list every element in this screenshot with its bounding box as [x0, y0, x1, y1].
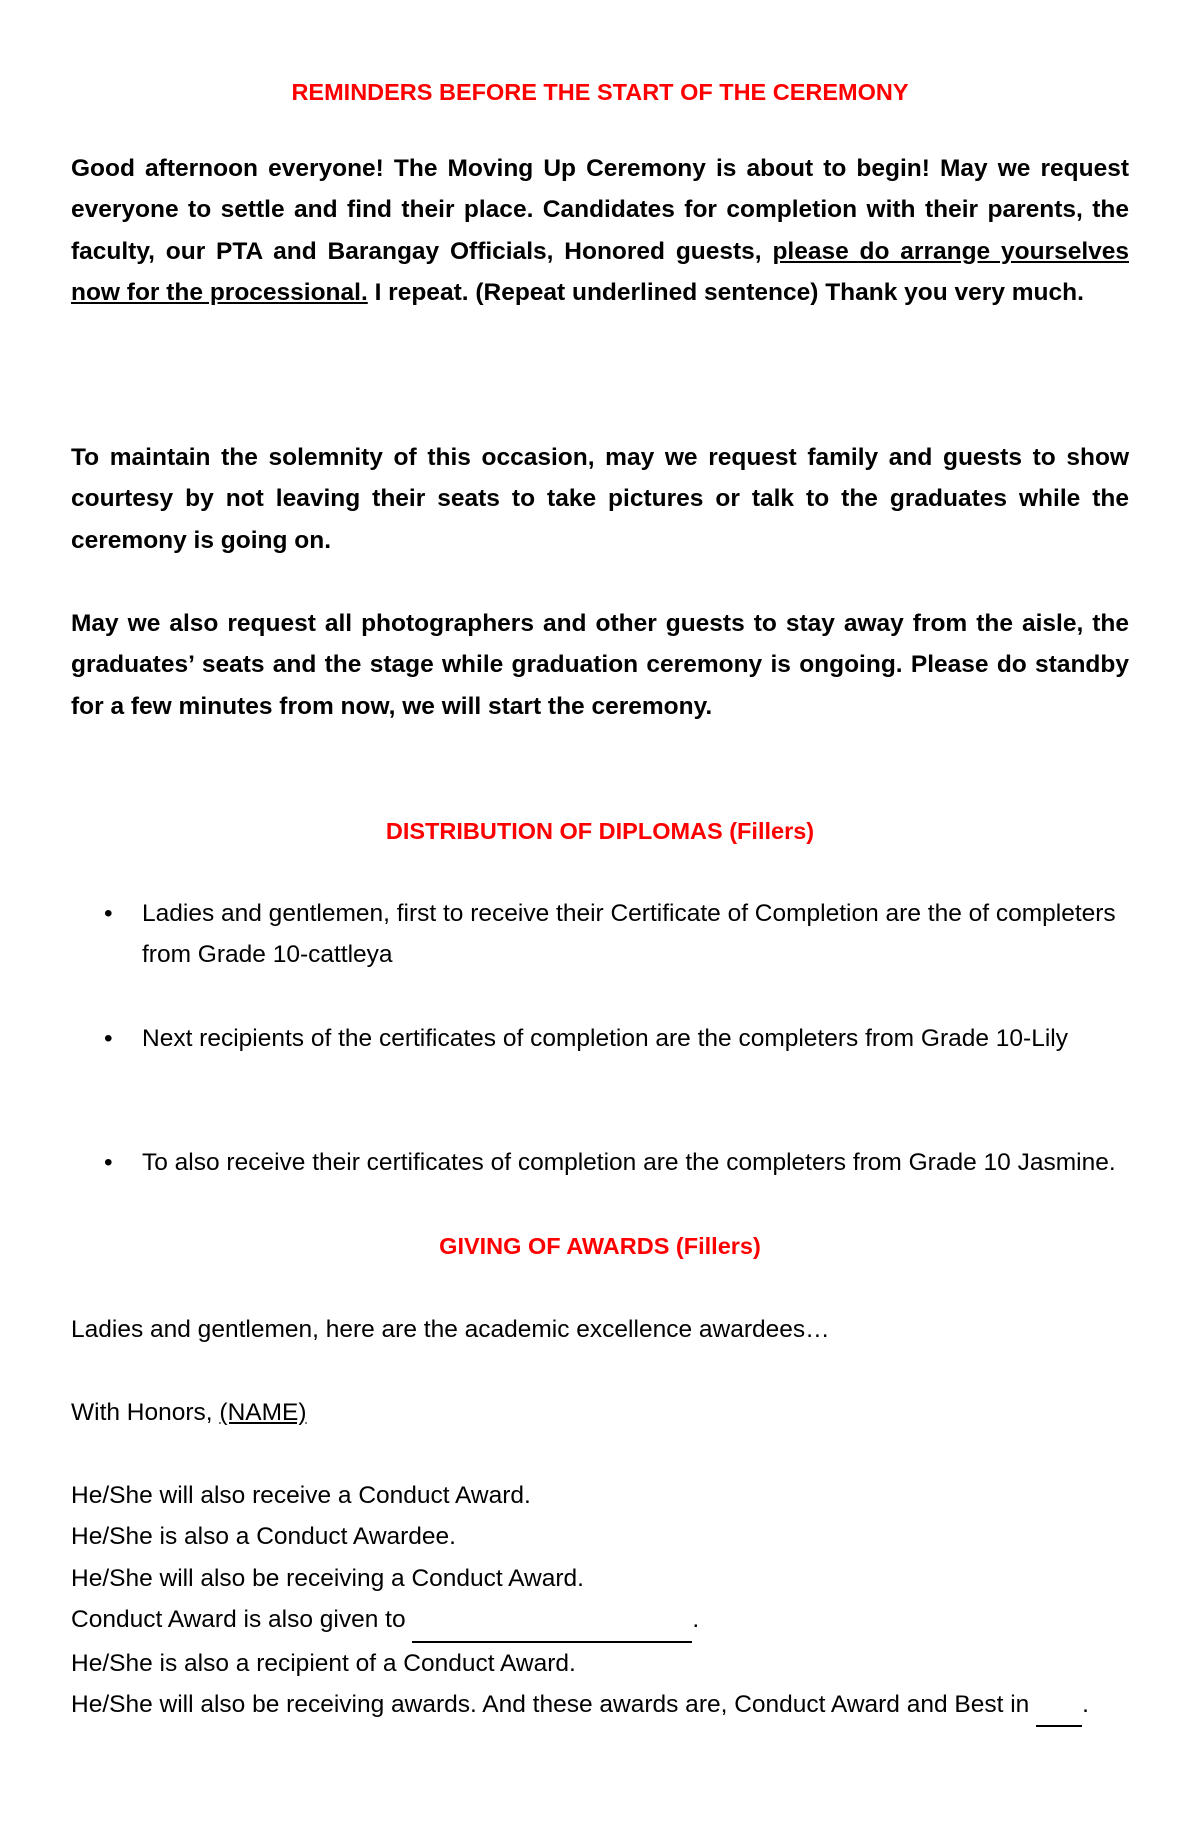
diplomas-list — [71, 893, 1129, 976]
honors-name-placeholder: (NAME) — [219, 1399, 307, 1426]
reminders-paragraph-1 — [71, 148, 1129, 314]
conduct-award-lines — [71, 1475, 1129, 1727]
with-honors-line: With Honors, (NAME) — [71, 1399, 307, 1426]
conduct-line-2: He/She is also a Conduct Awardee. — [71, 1523, 456, 1551]
diploma-bullet-item: • Ladies and gentlemen, first to receive their Certificate of Completion are the of completers from Grade 10-cattleya — [71, 893, 1129, 976]
bullet-dot-icon: • — [104, 1149, 113, 1176]
reminders-p1-start: Good afternoon everyone! The Moving Up Ceremony is about to begin! May we request everyone to settle and find their place. Candidates for completion with their parents, the faculty, our PTA and Barangay Officials, Honored guests, — [71, 155, 1129, 265]
conduct-line-5: He/She is also a recipient of a Conduct Award. — [71, 1649, 576, 1677]
reminders-p1-underlined: please do arrange yourselves now for the processional. — [71, 237, 1130, 307]
fill-in-blank — [412, 1599, 692, 1642]
diploma-bullet-item: • To also receive their certificates of completion are the completers from Grade 10 Jasmine. — [71, 1142, 1129, 1183]
diplomas-list — [71, 1018, 1129, 1059]
diplomas-list — [71, 1142, 1129, 1183]
bullet-dot-icon: • — [104, 1025, 113, 1052]
reminders-heading: REMINDERS BEFORE THE START OF THE CEREMONY — [291, 79, 909, 105]
diploma-bullet-item: • Next recipients of the certificates of completion are the completers from Grade 10-Lily — [71, 1018, 1129, 1059]
conduct-line-6: He/She will also be receiving awards. And these awards are, Conduct Award and Best in . — [71, 1684, 1129, 1727]
conduct-line-3: He/She will also be receiving a Conduct Award. — [71, 1564, 584, 1592]
diplomas-heading: DISTRIBUTION OF DIPLOMAS (Fillers) — [385, 818, 815, 844]
conduct-line-4: Conduct Award is also given to . — [71, 1599, 1129, 1642]
awards-intro: Ladies and gentlemen, here are the academic excellence awardees… — [71, 1316, 830, 1343]
bullet-dot-icon: • — [104, 900, 113, 927]
fill-in-blank — [1036, 1684, 1082, 1727]
reminders-paragraph-3: May we also request all photographers and other guests to stay away from the aisle, the graduates’ seats and the stage while graduation ceremony is ongoing. Please do standby for a few minutes from now, we will start the ceremony. — [71, 610, 1129, 720]
reminders-paragraph-2: To maintain the solemnity of this occasion, may we request family and guests to show courtesy by not leaving their seats to take pictures or talk to the graduates while the ceremony is going on. — [71, 444, 1129, 554]
reminders-p1-end: I repeat. (Repeat underlined sentence) Thank you very much. — [367, 279, 1084, 307]
awards-heading: GIVING OF AWARDS (Fillers) — [439, 1233, 761, 1259]
conduct-line-1: He/She will also receive a Conduct Award. — [71, 1482, 531, 1509]
